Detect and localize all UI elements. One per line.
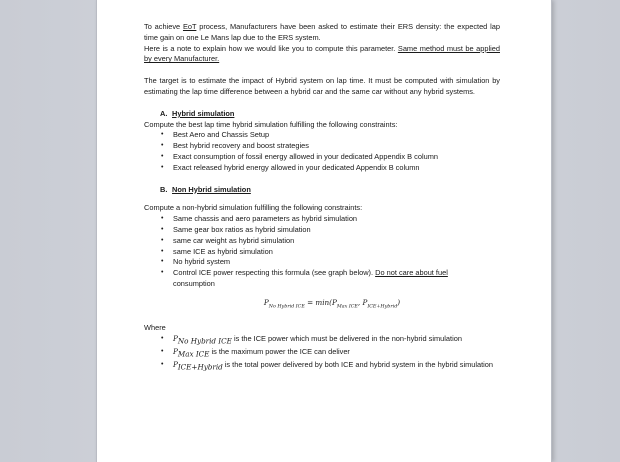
section-a-list [144, 130, 500, 173]
bullet-icon: • [161, 225, 164, 233]
section-a-heading: A. Hybrid simulation [160, 108, 235, 118]
bullet-icon: • [161, 247, 164, 255]
list-item: • No hybrid system [161, 257, 231, 267]
list-item: • Best Aero and Chassis Setup [161, 130, 270, 140]
method-requirement: Same method must be applied by every Manufacturer. [144, 43, 500, 64]
power-formula: $P_{No Hybrid ICE} = \min(P_{Max ICE}$, $P_{ICE+Hybrid}$) [263, 297, 401, 310]
list-item: • same car weight as hybrid simulation [161, 235, 295, 245]
list-item: • $P_{No Hybrid ICE}$ is the ICE power which must be delivered in the non-hybrid simulation [161, 333, 462, 346]
bullet-icon: • [161, 348, 164, 356]
bullet-icon: • [161, 142, 164, 150]
list-item: • Best hybrid recovery and boost strategies [161, 141, 309, 151]
section-b-heading: B. Non Hybrid simulation [160, 184, 251, 194]
list-item: • Control ICE power respecting this formula (see graph below). Do not care about fuel consumption [161, 268, 448, 288]
list-item: • Exact released hybrid energy allowed in your dedicated Appendix B column [161, 162, 420, 172]
where-label: Where [144, 322, 166, 332]
bullet-icon: • [161, 215, 164, 223]
intro-paragraph: To achieve EoT process, Manufacturers have been asked to estimate their ERS density: the expected lap time gain on one Le Mans lap due to the ERS system. Here is a note to explain how we would like you to compute this parameter. Same method must be applied by every Manufacturer. [144, 22, 500, 64]
section-b-lead: Compute a non-hybrid simulation fulfilling the following constraints: [144, 203, 363, 213]
bullet-icon: • [161, 269, 164, 277]
bullet-icon: • [161, 236, 164, 244]
document-body [144, 22, 500, 374]
target-paragraph: The target is to estimate the impact of Hybrid system on lap time. It must be computed with simulation by estimating the lap time difference between a hybrid car and the same car without any hybrid systems. [144, 76, 500, 96]
list-item: • $P_{Max ICE}$ is the maximum power the ICE can deliver [161, 347, 350, 359]
list-item: • Exact consumption of fossil energy allowed in your dedicated Appendix B column [161, 151, 438, 161]
bullet-icon: • [161, 131, 164, 139]
bullet-icon: • [161, 152, 164, 160]
section-a-lead: Compute the best lap time hybrid simulation fulfilling the following constraints: [144, 119, 398, 129]
eot-term: EoT [182, 22, 197, 31]
bullet-icon: • [161, 334, 164, 342]
list-item: • $P_{ICE+Hybrid}$ is the total power delivered by both ICE and hybrid system in the hybrid simulation [161, 360, 494, 372]
bullet-icon: • [161, 258, 164, 266]
where-list [144, 334, 500, 374]
list-item: • same ICE as hybrid simulation [161, 246, 273, 256]
bullet-icon: • [161, 361, 164, 369]
section-b-list [144, 214, 500, 290]
bullet-icon: • [161, 163, 164, 171]
document-page [96, 0, 552, 462]
list-item: • Same chassis and aero parameters as hybrid simulation [161, 214, 358, 224]
list-item: • Same gear box ratios as hybrid simulation [161, 224, 311, 234]
